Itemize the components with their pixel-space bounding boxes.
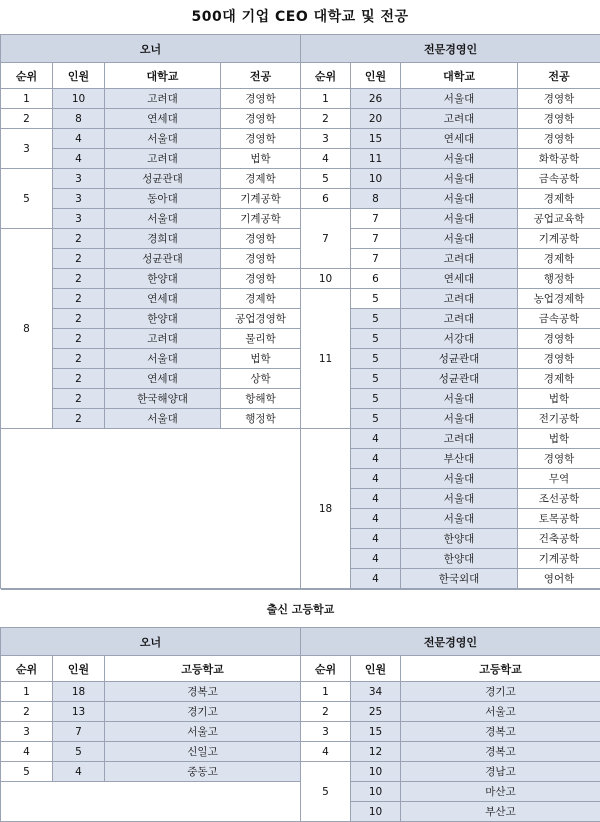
count-cell: 3 xyxy=(53,209,105,229)
count-cell: 2 xyxy=(53,349,105,369)
rank-cell: 1 xyxy=(1,89,53,109)
empty-area xyxy=(1,782,301,822)
count-cell: 7 xyxy=(351,229,401,249)
univ-cell: 서울대 xyxy=(401,229,518,249)
major-cell: 건축공학 xyxy=(518,529,600,549)
count-cell: 18 xyxy=(53,682,105,702)
univ-cell: 서울대 xyxy=(401,149,518,169)
univ-cell: 경희대 xyxy=(105,229,221,249)
univ-cell: 한양대 xyxy=(401,549,518,569)
school-cell: 경복고 xyxy=(401,722,600,742)
major-cell: 경영학 xyxy=(221,89,301,109)
major-cell: 법학 xyxy=(221,149,301,169)
table-row xyxy=(1,189,600,209)
rank-cell: 8 xyxy=(1,229,53,429)
major-cell: 경영학 xyxy=(518,449,600,469)
school-cell: 부산고 xyxy=(401,802,600,822)
table-row xyxy=(1,149,600,169)
count-cell: 7 xyxy=(53,722,105,742)
major-cell: 상학 xyxy=(221,369,301,389)
univ-cell: 성균관대 xyxy=(401,369,518,389)
table-row xyxy=(1,169,600,189)
univ-cell: 성균관대 xyxy=(105,169,221,189)
rank-cell: 4 xyxy=(301,742,351,762)
school-cell: 마산고 xyxy=(401,782,600,802)
rank-cell: 5 xyxy=(301,169,351,189)
page-title: 500대 기업 CEO 대학교 및 전공 xyxy=(0,0,600,34)
school-cell: 신일고 xyxy=(105,742,301,762)
major-cell: 경영학 xyxy=(518,329,600,349)
univ-cell: 고려대 xyxy=(105,89,221,109)
table-row xyxy=(1,249,600,269)
table-row xyxy=(1,89,600,109)
univ-cell: 고려대 xyxy=(401,309,518,329)
count-cell: 20 xyxy=(351,109,401,129)
count-cell: 7 xyxy=(351,249,401,269)
major-cell: 물리학 xyxy=(221,329,301,349)
pro-section-header: 전문경영인 xyxy=(301,35,600,63)
col-univ: 대학교 xyxy=(401,63,518,89)
rank-cell: 3 xyxy=(301,129,351,149)
count-cell: 10 xyxy=(53,89,105,109)
count-cell: 5 xyxy=(351,309,401,329)
major-cell: 기계공학 xyxy=(518,229,600,249)
major-cell: 금속공학 xyxy=(518,169,600,189)
major-cell: 행정학 xyxy=(518,269,600,289)
major-cell: 경영학 xyxy=(221,129,301,149)
table-row xyxy=(1,742,600,762)
rank-cell: 3 xyxy=(1,722,53,742)
count-cell: 5 xyxy=(351,369,401,389)
univ-cell: 연세대 xyxy=(105,369,221,389)
count-cell: 11 xyxy=(351,149,401,169)
major-cell: 공업교육학 xyxy=(518,209,600,229)
count-cell: 26 xyxy=(351,89,401,109)
table-row xyxy=(1,389,600,409)
count-cell: 8 xyxy=(53,109,105,129)
major-cell: 농업경제학 xyxy=(518,289,600,309)
rank-cell: 1 xyxy=(301,682,351,702)
univ-cell: 서울대 xyxy=(105,129,221,149)
major-cell: 경제학 xyxy=(518,249,600,269)
univ-cell: 고려대 xyxy=(401,289,518,309)
univ-cell: 고려대 xyxy=(105,149,221,169)
school-cell: 중동고 xyxy=(105,762,301,782)
col-univ: 대학교 xyxy=(105,63,221,89)
major-cell: 경영학 xyxy=(518,89,600,109)
count-cell: 4 xyxy=(351,429,401,449)
univ-cell: 고려대 xyxy=(105,329,221,349)
count-cell: 5 xyxy=(351,349,401,369)
univ-cell: 서울대 xyxy=(401,89,518,109)
table-row xyxy=(1,289,600,309)
owner-section-header: 오너 xyxy=(1,35,301,63)
col-count: 인원 xyxy=(53,63,105,89)
count-cell: 4 xyxy=(53,149,105,169)
count-cell: 10 xyxy=(351,782,401,802)
univ-cell: 연세대 xyxy=(401,129,518,149)
major-cell: 기계공학 xyxy=(518,549,600,569)
count-cell: 6 xyxy=(351,269,401,289)
rank-cell: 4 xyxy=(1,742,53,762)
univ-cell: 동아대 xyxy=(105,189,221,209)
count-cell: 2 xyxy=(53,369,105,389)
table-row xyxy=(1,209,600,229)
table-row xyxy=(1,409,600,429)
count-cell: 34 xyxy=(351,682,401,702)
major-cell: 경영학 xyxy=(221,109,301,129)
university-table xyxy=(0,34,600,589)
count-cell: 7 xyxy=(351,209,401,229)
count-cell: 15 xyxy=(351,722,401,742)
major-cell: 기계공학 xyxy=(221,209,301,229)
highschool-table xyxy=(0,589,600,822)
rank-cell: 10 xyxy=(301,269,351,289)
univ-cell: 서울대 xyxy=(105,209,221,229)
major-cell: 기계공학 xyxy=(221,189,301,209)
col-count: 인원 xyxy=(53,656,105,682)
table-row xyxy=(1,109,600,129)
count-cell: 4 xyxy=(351,489,401,509)
major-cell: 경영학 xyxy=(221,229,301,249)
univ-cell: 서강대 xyxy=(401,329,518,349)
count-cell: 2 xyxy=(53,309,105,329)
rank-cell: 5 xyxy=(301,762,351,822)
major-cell: 경영학 xyxy=(221,269,301,289)
univ-cell: 서울대 xyxy=(401,169,518,189)
owner-section-header: 오너 xyxy=(1,628,301,656)
count-cell: 2 xyxy=(53,409,105,429)
major-cell: 금속공학 xyxy=(518,309,600,329)
count-cell: 5 xyxy=(351,389,401,409)
count-cell: 5 xyxy=(351,409,401,429)
school-cell: 서울고 xyxy=(401,702,600,722)
table-row xyxy=(1,702,600,722)
rank-cell: 11 xyxy=(301,289,351,429)
major-cell: 공업경영학 xyxy=(221,309,301,329)
univ-cell: 고려대 xyxy=(401,249,518,269)
univ-cell: 서울대 xyxy=(401,409,518,429)
rank-cell: 4 xyxy=(301,149,351,169)
univ-cell: 한국해양대 xyxy=(105,389,221,409)
count-cell: 4 xyxy=(53,762,105,782)
major-cell: 조선공학 xyxy=(518,489,600,509)
major-cell: 법학 xyxy=(221,349,301,369)
count-cell: 25 xyxy=(351,702,401,722)
count-cell: 5 xyxy=(351,289,401,309)
table-row xyxy=(1,309,600,329)
count-cell: 2 xyxy=(53,329,105,349)
school-cell: 서울고 xyxy=(105,722,301,742)
major-cell: 토목공학 xyxy=(518,509,600,529)
univ-cell: 서울대 xyxy=(105,409,221,429)
rank-cell: 18 xyxy=(301,429,351,589)
count-cell: 2 xyxy=(53,249,105,269)
univ-cell: 한국외대 xyxy=(401,569,518,589)
major-cell: 경제학 xyxy=(518,189,600,209)
univ-cell: 한양대 xyxy=(401,529,518,549)
rank-cell: 5 xyxy=(1,762,53,782)
empty-area xyxy=(1,429,301,589)
col-rank: 순위 xyxy=(1,656,53,682)
rank-cell: 6 xyxy=(301,189,351,209)
major-cell: 무역 xyxy=(518,469,600,489)
rank-cell: 1 xyxy=(1,682,53,702)
col-rank: 순위 xyxy=(1,63,53,89)
rank-cell: 1 xyxy=(301,89,351,109)
count-cell: 4 xyxy=(351,569,401,589)
table-row xyxy=(1,429,600,449)
univ-cell: 서울대 xyxy=(401,469,518,489)
rank-cell: 5 xyxy=(1,169,53,229)
major-cell: 경영학 xyxy=(518,109,600,129)
col-major: 전공 xyxy=(518,63,600,89)
count-cell: 10 xyxy=(351,762,401,782)
univ-cell: 고려대 xyxy=(401,109,518,129)
count-cell: 10 xyxy=(351,802,401,822)
table-row xyxy=(1,682,600,702)
major-cell: 전기공학 xyxy=(518,409,600,429)
school-cell: 경기고 xyxy=(401,682,600,702)
univ-cell: 서울대 xyxy=(105,349,221,369)
univ-cell: 성균관대 xyxy=(105,249,221,269)
major-cell: 법학 xyxy=(518,389,600,409)
major-cell: 법학 xyxy=(518,429,600,449)
table-row xyxy=(1,229,600,249)
count-cell: 13 xyxy=(53,702,105,722)
univ-cell: 한양대 xyxy=(105,269,221,289)
univ-cell: 연세대 xyxy=(105,289,221,309)
major-cell: 경영학 xyxy=(518,349,600,369)
table-row xyxy=(1,329,600,349)
col-major: 전공 xyxy=(221,63,301,89)
rank-cell: 3 xyxy=(1,129,53,169)
count-cell: 4 xyxy=(351,509,401,529)
count-cell: 8 xyxy=(351,189,401,209)
count-cell: 4 xyxy=(351,469,401,489)
school-cell: 경기고 xyxy=(105,702,301,722)
major-cell: 경제학 xyxy=(221,169,301,189)
col-school: 고등학교 xyxy=(105,656,301,682)
rank-cell: 7 xyxy=(301,209,351,269)
univ-cell: 서울대 xyxy=(401,489,518,509)
pro-section-header: 전문경영인 xyxy=(301,628,600,656)
count-cell: 4 xyxy=(351,449,401,469)
count-cell: 5 xyxy=(351,329,401,349)
count-cell: 2 xyxy=(53,389,105,409)
count-cell: 5 xyxy=(53,742,105,762)
school-cell: 경복고 xyxy=(105,682,301,702)
univ-cell: 연세대 xyxy=(105,109,221,129)
count-cell: 3 xyxy=(53,169,105,189)
col-count: 인원 xyxy=(351,656,401,682)
col-rank: 순위 xyxy=(301,63,351,89)
count-cell: 12 xyxy=(351,742,401,762)
table-row xyxy=(1,269,600,289)
count-cell: 2 xyxy=(53,229,105,249)
count-cell: 2 xyxy=(53,289,105,309)
univ-cell: 서울대 xyxy=(401,189,518,209)
major-cell: 영어학 xyxy=(518,569,600,589)
major-cell: 항해학 xyxy=(221,389,301,409)
rank-cell: 2 xyxy=(1,109,53,129)
major-cell: 행정학 xyxy=(221,409,301,429)
rank-cell: 2 xyxy=(1,702,53,722)
table-row xyxy=(1,349,600,369)
major-cell: 화학공학 xyxy=(518,149,600,169)
count-cell: 4 xyxy=(351,529,401,549)
univ-cell: 한양대 xyxy=(105,309,221,329)
col-count: 인원 xyxy=(351,63,401,89)
count-cell: 4 xyxy=(53,129,105,149)
count-cell: 4 xyxy=(351,549,401,569)
major-cell: 경제학 xyxy=(221,289,301,309)
highschool-title: 출신 고등학교 xyxy=(1,590,600,628)
school-cell: 경복고 xyxy=(401,742,600,762)
major-cell: 경제학 xyxy=(518,369,600,389)
col-school: 고등학교 xyxy=(401,656,600,682)
univ-cell: 성균관대 xyxy=(401,349,518,369)
univ-cell: 서울대 xyxy=(401,509,518,529)
univ-cell: 서울대 xyxy=(401,209,518,229)
table-row xyxy=(1,369,600,389)
school-cell: 경남고 xyxy=(401,762,600,782)
univ-cell: 서울대 xyxy=(401,389,518,409)
col-rank: 순위 xyxy=(301,656,351,682)
count-cell: 15 xyxy=(351,129,401,149)
table-row xyxy=(1,782,600,802)
rank-cell: 2 xyxy=(301,109,351,129)
count-cell: 10 xyxy=(351,169,401,189)
univ-cell: 고려대 xyxy=(401,429,518,449)
table-row xyxy=(1,129,600,149)
major-cell: 경영학 xyxy=(221,249,301,269)
table-row xyxy=(1,762,600,782)
univ-cell: 연세대 xyxy=(401,269,518,289)
count-cell: 2 xyxy=(53,269,105,289)
univ-cell: 부산대 xyxy=(401,449,518,469)
count-cell: 3 xyxy=(53,189,105,209)
major-cell: 경영학 xyxy=(518,129,600,149)
rank-cell: 2 xyxy=(301,702,351,722)
table-row xyxy=(1,722,600,742)
rank-cell: 3 xyxy=(301,722,351,742)
